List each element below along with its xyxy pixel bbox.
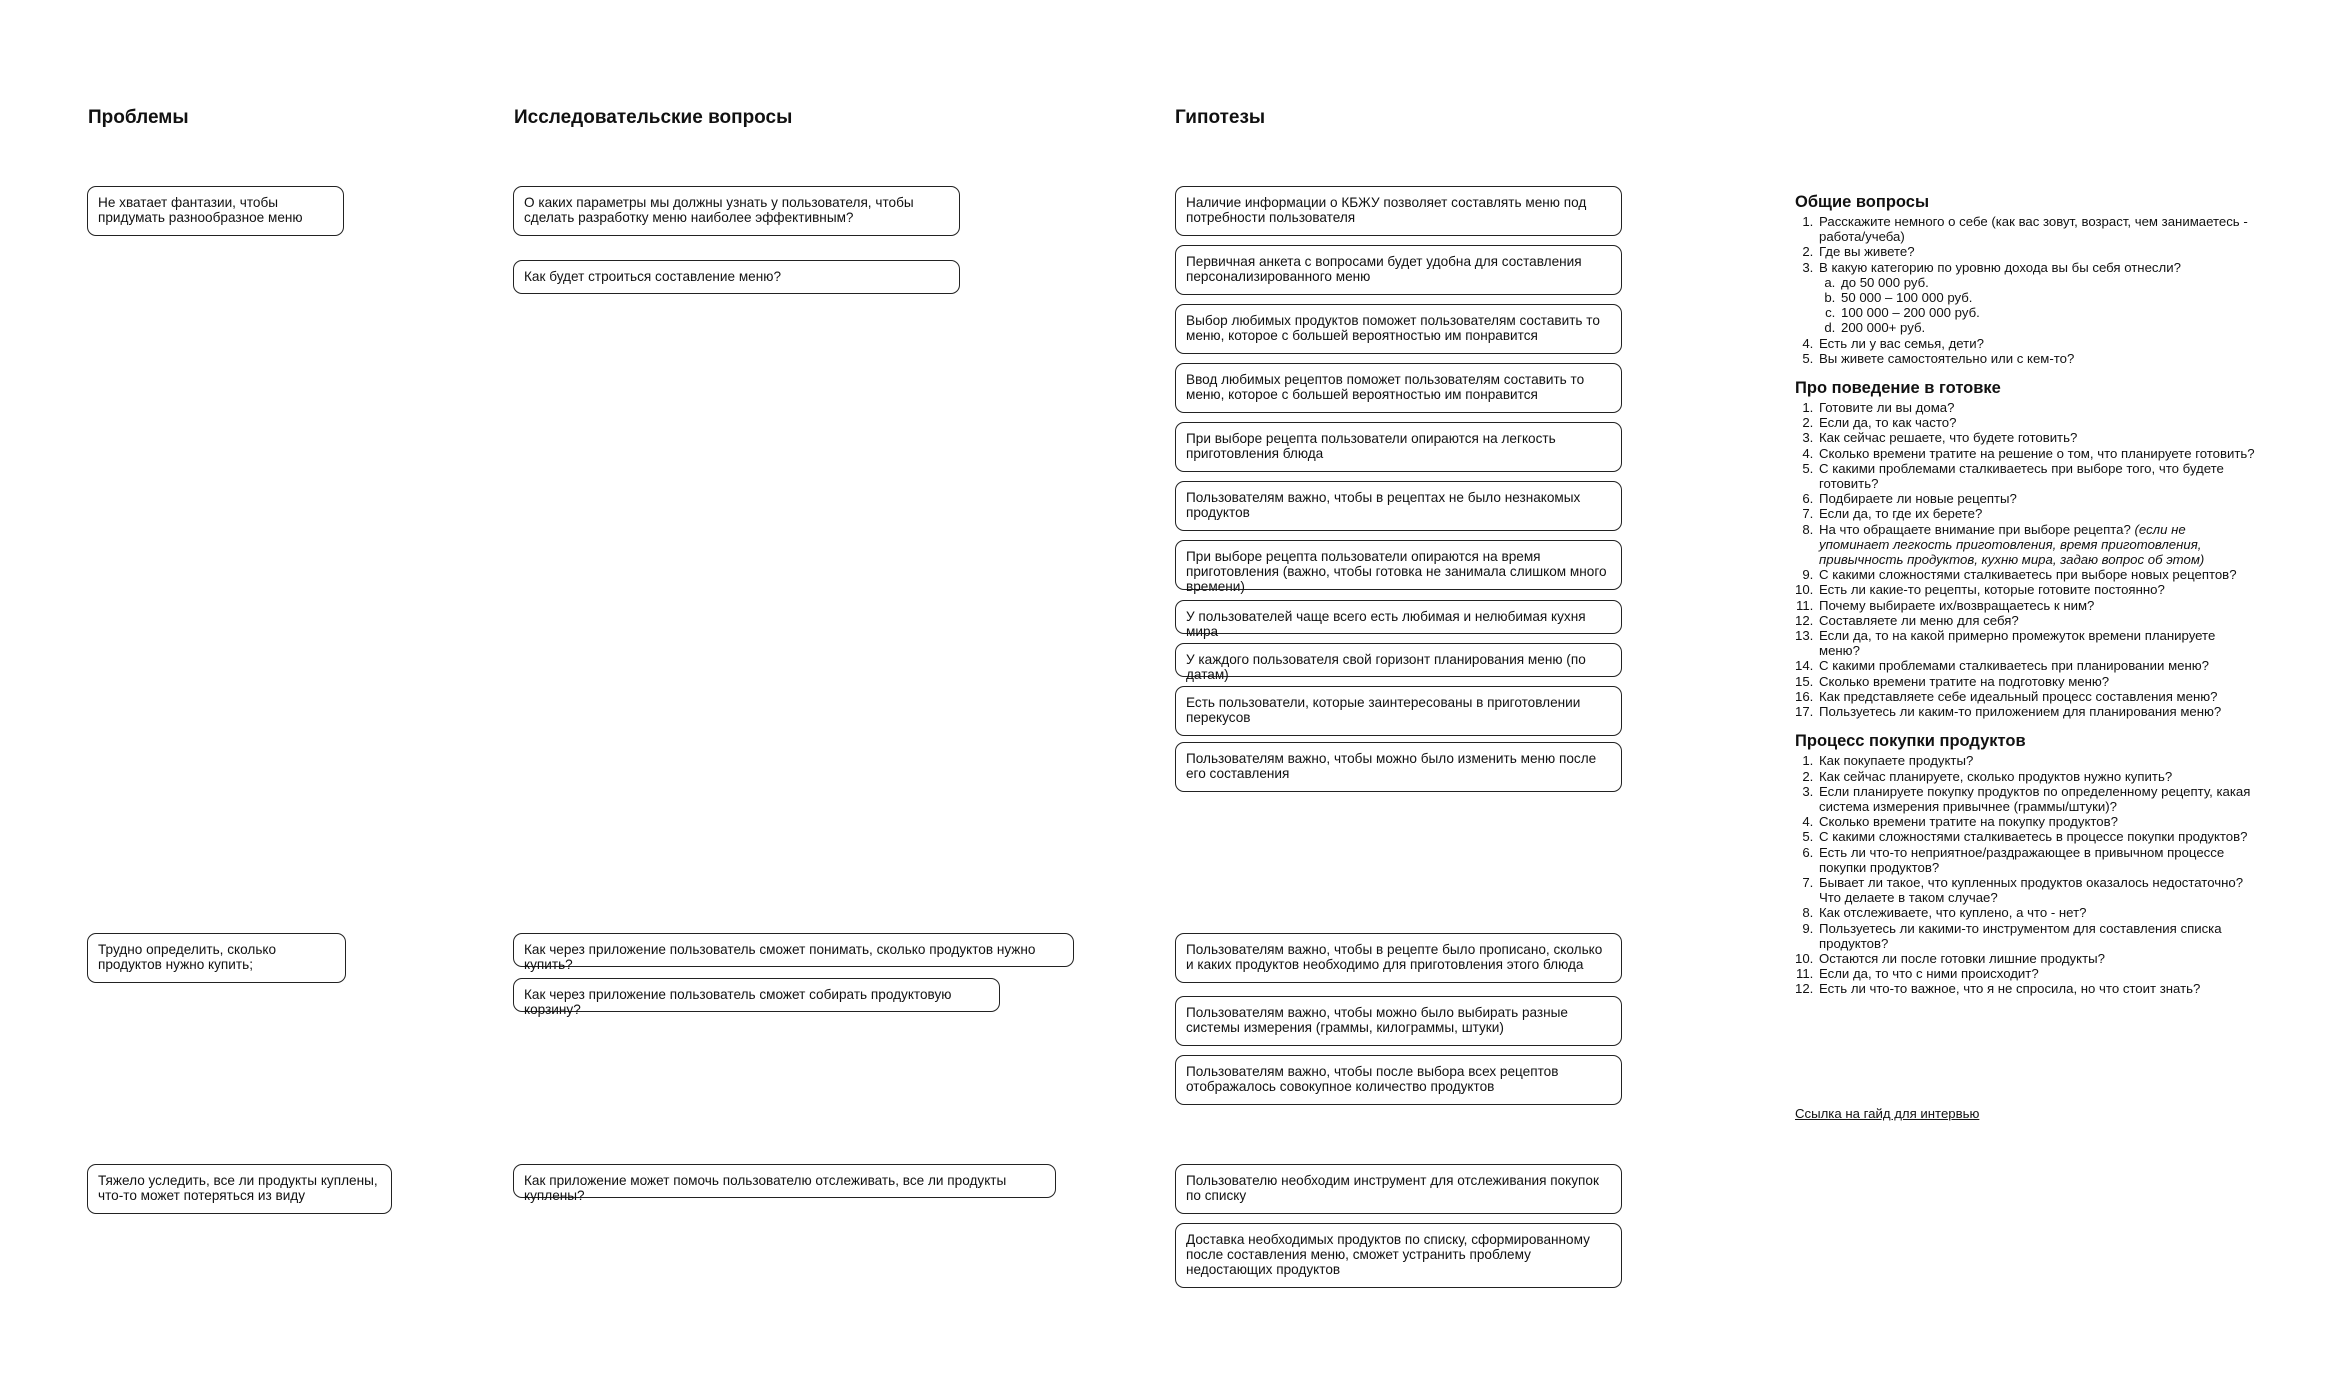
- list-item: 8. Как отслеживаете, что куплено, а что - нет?: [1817, 905, 2255, 920]
- income-options-list: [1819, 275, 2255, 336]
- list-item: 9. С какими сложностями сталкиваетесь при выборе новых рецептов?: [1817, 567, 2255, 582]
- problem-card-menu-variety[interactable]: Не хватает фантазии, чтобы придумать разнообразное меню: [87, 186, 344, 236]
- list-item: [1817, 260, 2255, 336]
- list-item-note: (если не упоминает легкость приготовления, время приготовления, привычность продуктов, кухню мира, задаю вопрос об этом): [1819, 521, 2205, 568]
- list-item: d. 200 000+ руб.: [1839, 320, 2255, 335]
- hypothesis-card[interactable]: Ввод любимых рецептов поможет пользователям составить то меню, которое с большей вероятностью им понравится: [1175, 363, 1622, 413]
- question-card-tracking[interactable]: Как приложение может помочь пользователю отслеживать, все ли продукты куплены?: [513, 1164, 1056, 1198]
- general-questions-title: Общие вопросы: [1795, 193, 1930, 211]
- list-item: 12. Составляете ли меню для себя?: [1817, 613, 2255, 628]
- shopping-questions-title: Процесс покупки продуктов: [1795, 732, 2026, 751]
- hypothesis-card[interactable]: Наличие информации о КБЖУ позволяет составлять меню под потребности пользователя: [1175, 186, 1622, 236]
- list-item: 1. Расскажите немного о себе (как вас зовут, возраст, чем занимаетесь - работа/учеба): [1817, 214, 2255, 244]
- hypothesis-card[interactable]: Выбор любимых продуктов поможет пользователям составить то меню, которое с большей вероятностью им понравится: [1175, 304, 1622, 354]
- shopping-questions-list: [1795, 753, 2255, 996]
- hypothesis-card[interactable]: Пользователям важно, чтобы можно было выбирать разные системы измерения (граммы, килограммы, штуки): [1175, 996, 1622, 1046]
- list-item: 11. Если да, то что с ними происходит?: [1817, 966, 2255, 981]
- hypothesis-card[interactable]: У пользователей чаще всего есть любимая и нелюбимая кухня мира: [1175, 600, 1622, 634]
- list-item: 3. Как сейчас решаете, что будете готовить?: [1817, 430, 2255, 445]
- list-item: 6. Есть ли что-то неприятное/раздражающее в привычном процессе покупки продуктов?: [1817, 845, 2255, 875]
- list-item: 1. Готовите ли вы дома?: [1817, 400, 2255, 415]
- list-item: 7. Бывает ли такое, что купленных продуктов оказалось недостаточно? Что делаете в таком случае?: [1817, 875, 2255, 905]
- hypothesis-card[interactable]: Доставка необходимых продуктов по списку, сформированному после составления меню, сможет устранить проблему недостающих продуктов: [1175, 1223, 1622, 1288]
- hypothesis-card[interactable]: Пользователям важно, чтобы в рецепте было прописано, сколько и каких продуктов необходимо для приготовления этого блюда: [1175, 933, 1622, 983]
- list-item: 11. Почему выбираете их/возвращаетесь к ним?: [1817, 598, 2255, 613]
- hypothesis-card[interactable]: Пользователям важно, чтобы можно было изменить меню после его составления: [1175, 742, 1622, 792]
- general-questions-list: [1795, 214, 2255, 366]
- hypothesis-card[interactable]: Пользователям важно, чтобы в рецептах не было незнакомых продуктов: [1175, 481, 1622, 531]
- list-item: 5. С какими проблемами сталкиваетесь при выборе того, что будете готовить?: [1817, 461, 2255, 491]
- list-item: 1. Как покупаете продукты?: [1817, 753, 2255, 768]
- list-item: b. 50 000 – 100 000 руб.: [1839, 290, 2255, 305]
- question-card-parameters[interactable]: О каких параметры мы должны узнать у пользователя, чтобы сделать разработку меню наиболее эффективным?: [513, 186, 960, 236]
- list-item: 15. Сколько времени тратите на подготовку меню?: [1817, 674, 2255, 689]
- list-item: 7. Если да, то где их берете?: [1817, 506, 2255, 521]
- question-card-menu-building[interactable]: Как будет строиться составление меню?: [513, 260, 960, 294]
- question-card-quantity[interactable]: Как через приложение пользователь сможет понимать, сколько продуктов нужно купить?: [513, 933, 1074, 967]
- list-item: c. 100 000 – 200 000 руб.: [1839, 305, 2255, 320]
- hypotheses-column-title: Гипотезы: [1175, 107, 1266, 128]
- cooking-questions-list: [1795, 400, 2255, 719]
- interview-guide-link[interactable]: Ссылка на гайд для интервью: [1795, 1106, 1980, 1121]
- interview-guide: [1795, 192, 2255, 1009]
- problem-card-tracking[interactable]: Тяжело уследить, все ли продукты куплены, что-то может потеряться из виду: [87, 1164, 392, 1214]
- hypothesis-card[interactable]: Первичная анкета с вопросами будет удобна для составления персонализированного меню: [1175, 245, 1622, 295]
- list-item: 17. Пользуетесь ли каким-то приложением для планирования меню?: [1817, 704, 2255, 719]
- list-item: 4. Сколько времени тратите на покупку продуктов?: [1817, 814, 2255, 829]
- question-card-basket[interactable]: Как через приложение пользователь сможет собирать продуктовую корзину?: [513, 978, 1000, 1012]
- list-item: 10. Остаются ли после готовки лишние продукты?: [1817, 951, 2255, 966]
- list-item: 14. С какими проблемами сталкиваетесь при планировании меню?: [1817, 658, 2255, 673]
- hypothesis-card[interactable]: При выборе рецепта пользователи опираются на время приготовления (важно, чтобы готовка не занимала слишком много времени): [1175, 540, 1622, 590]
- list-item: 13. Если да, то на какой примерно промежуток времени планируете меню?: [1817, 628, 2255, 658]
- problems-column-title: Проблемы: [88, 107, 189, 128]
- list-item-text: В какую категорию по уровню дохода вы бы себя отнесли?: [1819, 259, 2181, 275]
- list-item: 5. Вы живете самостоятельно или с кем-то?: [1817, 351, 2255, 366]
- hypothesis-card[interactable]: Пользователям важно, чтобы после выбора всех рецептов отображалось совокупное количество продуктов: [1175, 1055, 1622, 1105]
- questions-column-title: Исследовательские вопросы: [514, 107, 793, 128]
- list-item: 2. Как сейчас планируете, сколько продуктов нужно купить?: [1817, 769, 2255, 784]
- list-item: 3. Если планируете покупку продуктов по определенному рецепту, какая система измерения привычнее (граммы/штуки)?: [1817, 784, 2255, 814]
- list-item: a. до 50 000 руб.: [1839, 275, 2255, 290]
- list-item: 2. Где вы живете?: [1817, 244, 2255, 259]
- list-item-text: На что обращаете внимание при выборе рецепта?: [1819, 521, 2131, 537]
- list-item: [1817, 522, 2255, 568]
- list-item: 10. Есть ли какие-то рецепты, которые готовите постоянно?: [1817, 582, 2255, 597]
- list-item: 4. Сколько времени тратите на решение о том, что планируете готовить?: [1817, 446, 2255, 461]
- list-item: 5. С какими сложностями сталкиваетесь в процессе покупки продуктов?: [1817, 829, 2255, 844]
- list-item: 4. Есть ли у вас семья, дети?: [1817, 336, 2255, 351]
- list-item: 2. Если да, то как часто?: [1817, 415, 2255, 430]
- problem-card-quantity[interactable]: Трудно определить, сколько продуктов нужно купить;: [87, 933, 346, 983]
- list-item: 16. Как представляете себе идеальный процесс составления меню?: [1817, 689, 2255, 704]
- hypothesis-card[interactable]: У каждого пользователя свой горизонт планирования меню (по датам): [1175, 643, 1622, 677]
- list-item: 9. Пользуетесь ли какими-то инструментом для составления списка продуктов?: [1817, 921, 2255, 951]
- hypothesis-card[interactable]: Есть пользователи, которые заинтересованы в приготовлении перекусов: [1175, 686, 1622, 736]
- hypothesis-card[interactable]: Пользователю необходим инструмент для отслеживания покупок по списку: [1175, 1164, 1622, 1214]
- list-item: 12. Есть ли что-то важное, что я не спросила, но что стоит знать?: [1817, 981, 2255, 996]
- cooking-questions-title: Про поведение в готовке: [1795, 379, 2001, 398]
- list-item: 6. Подбираете ли новые рецепты?: [1817, 491, 2255, 506]
- hypothesis-card[interactable]: При выборе рецепта пользователи опираются на легкость приготовления блюда: [1175, 422, 1622, 472]
